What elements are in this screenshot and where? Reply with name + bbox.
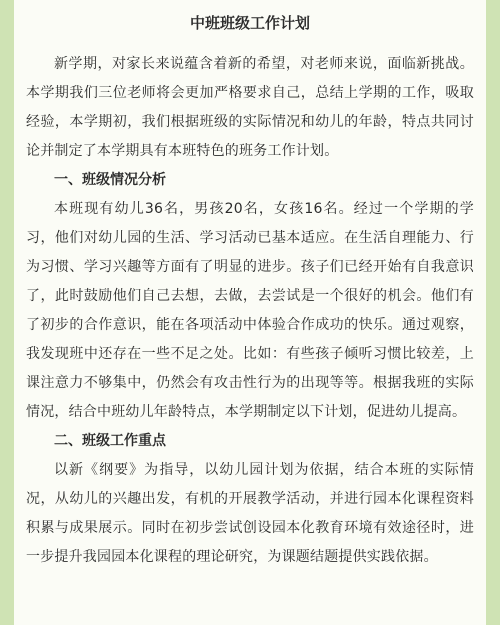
- section-body-work-focus: 以新《纲要》为指导，以幼儿园计划为依据，结合本班的实际情况，从幼儿的兴趣出发，有机的开展教学活动，并进行园本化课程资料积累与成果展示。同时在初步尝试创设园本化教育环境有效途径时，进一步提升我园园本化课程的理论研究，为课题结题提供实践依据。: [26, 462, 474, 565]
- document-title: 中班班级工作计划: [189, 14, 310, 32]
- document-page: [14, 0, 486, 625]
- section-heading-class-analysis: 一、班级情况分析: [54, 172, 166, 188]
- intro-paragraph: 新学期，对家长来说蕴含着新的希望，对老师来说，面临新挑战。本学期我们三位老师将会更加严格要求自己，总结上学期的工作，吸取经验，本学期初，我们根据班级的实际情况和幼儿的年龄，特点共同讨论并制定了本学期具有本班特色的班务工作计划。: [26, 56, 474, 159]
- section-heading-work-focus: 二、班级工作重点: [54, 433, 166, 449]
- section-body-class-analysis: 本班现有幼儿36名，男孩20名，女孩16名。经过一个学期的学习，他们对幼儿园的生活、学习活动已基本适应。在生活自理能力、行为习惯、学习兴趣等方面有了明显的进步。孩子们已经开始有自我意识了，此时鼓励他们自己去想，去做，去尝试是一个很好的机会。他们有了初步的合作意识，能在各项活动中体验合作成功的快乐。通过观察，我发现班中还存在一些不足之处。比如：有些孩子倾听习惯比较差，上课注意力不够集中，仍然会有攻击性行为的出现等等。根据我班的实际情况，结合中班幼儿年龄特点，本学期制定以下计划，促进幼儿提高。: [26, 201, 474, 420]
